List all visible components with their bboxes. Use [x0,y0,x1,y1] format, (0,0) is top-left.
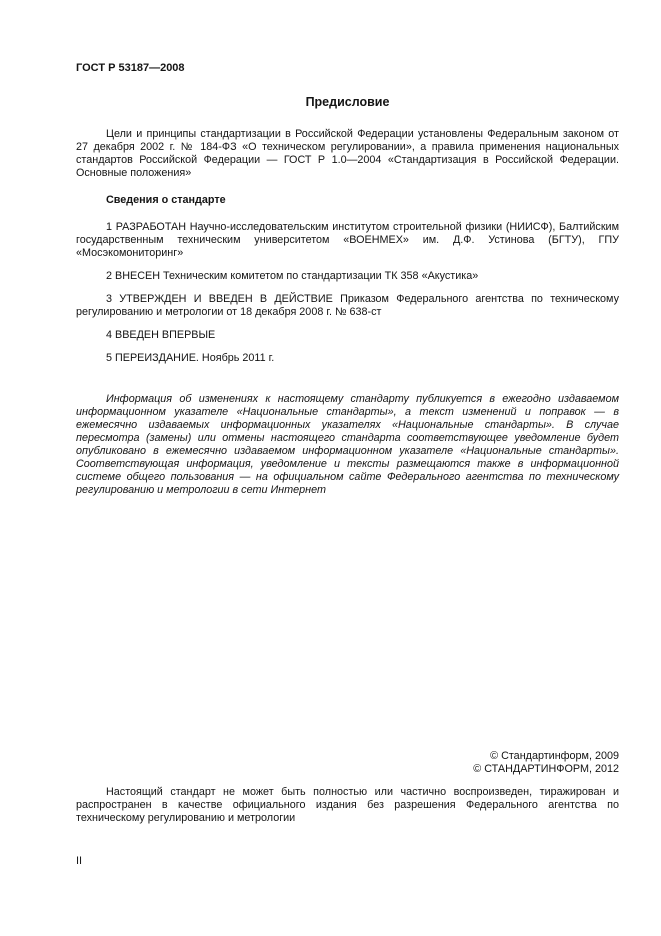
page-title: Предисловие [305,95,390,109]
page-number: II [76,855,83,867]
amendments-notice: Информация об изменениях к настоящему стандарту публикуется в ежегодно издаваемом информационном указателе «Национальные стандарты», а текст изменений и поправок — в ежемесячно издаваемых информационных указателях «Национальные стандарты». В случае пересмотра (замены) или отмены настоящего стандарта соответствующее уведомление будет опубликовано в ежемесячно издаваемом информационном указателе «Национальные стандарты». Соответствующая информация, уведомление и тексты размещаются также в информационной системе общего пользования — на официальном сайте Федерального агентства по техническому регулированию и метрологии в сети Интернет [76,393,619,496]
standard-info-item-5: 5 ПЕРЕИЗДАНИЕ. Ноябрь 2011 г. [106,352,275,364]
copyright-line-2012: © СТАНДАРТИНФОРМ, 2012 [473,763,619,775]
reproduction-restriction: Настоящий стандарт не может быть полностью или частично воспроизведен, тиражирован и распространен в качестве официального издания без разрешения Федерального агентства по техническому регулированию и метрологии [76,786,619,824]
intro-paragraph: Цели и принципы стандартизации в Российской Федерации установлены Федеральным законом от 27 декабря 2002 г. № 184-ФЗ «О техническом регулировании», а правила применения национальных стандартов Российской Федерации — ГОСТ Р 1.0—2004 «Стандартизация в Российской Федерации. Основные положения» [76,128,619,179]
standard-info-item-3: 3 УТВЕРЖДЕН И ВВЕДЕН В ДЕЙСТВИЕ Приказом Федерального агентства по техническому регулированию и метрологии от 18 декабря 2008 г. № 638-ст [76,293,619,318]
section-heading: Сведения о стандарте [106,194,226,206]
doc-number: ГОСТ Р 53187—2008 [76,62,185,74]
copyright-line-2009: © Стандартинформ, 2009 [490,750,619,762]
standard-info-item-1: 1 РАЗРАБОТАН Научно-исследовательским институтом строительной физики (НИИСФ), Балтийским государственным техническим университетом «ВОЕНМЕХ» им. Д.Ф. Устинова (БГТУ), ГПУ «Мосэкомониторинг» [76,221,619,259]
copyright-block [76,750,619,776]
standard-info-item-4: 4 ВВЕДЕН ВПЕРВЫЕ [106,329,216,341]
standard-info-item-2: 2 ВНЕСЕН Техническим комитетом по стандартизации ТК 358 «Акустика» [106,270,479,282]
